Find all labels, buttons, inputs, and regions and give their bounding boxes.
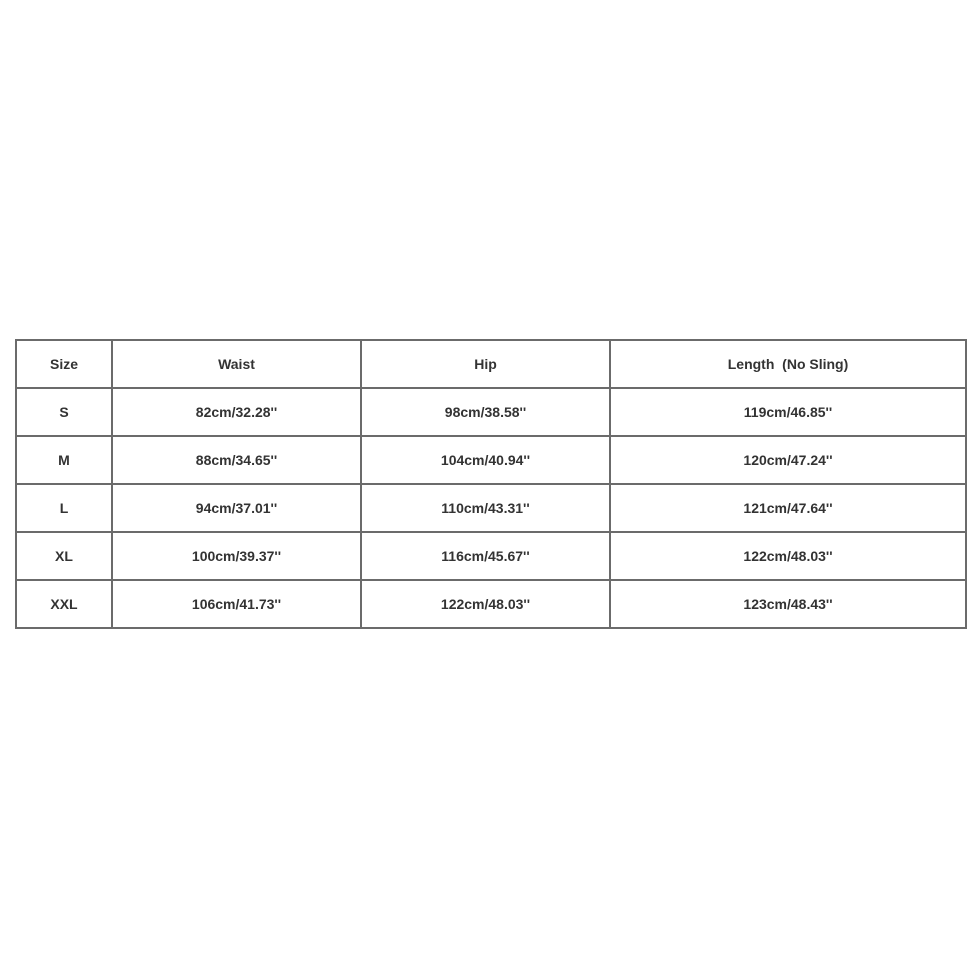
cell-waist: 94cm/37.01'': [112, 484, 361, 532]
cell-waist: 106cm/41.73'': [112, 580, 361, 628]
cell-hip: 116cm/45.67'': [361, 532, 610, 580]
header-size: Size: [16, 340, 112, 388]
cell-hip: 110cm/43.31'': [361, 484, 610, 532]
header-hip: Hip: [361, 340, 610, 388]
cell-length: 119cm/46.85'': [610, 388, 966, 436]
cell-length: 123cm/48.43'': [610, 580, 966, 628]
cell-size: L: [16, 484, 112, 532]
cell-size: XXL: [16, 580, 112, 628]
cell-hip: 98cm/38.58'': [361, 388, 610, 436]
table-row: [16, 436, 966, 484]
size-chart-table: [15, 339, 967, 629]
cell-hip: 104cm/40.94'': [361, 436, 610, 484]
cell-waist: 88cm/34.65'': [112, 436, 361, 484]
table-row: [16, 580, 966, 628]
table-row: [16, 484, 966, 532]
cell-size: XL: [16, 532, 112, 580]
table-header-row: [16, 340, 966, 388]
cell-size: S: [16, 388, 112, 436]
cell-length: 122cm/48.03'': [610, 532, 966, 580]
cell-waist: 100cm/39.37'': [112, 532, 361, 580]
cell-hip: 122cm/48.03'': [361, 580, 610, 628]
table-row: [16, 388, 966, 436]
cell-length: 120cm/47.24'': [610, 436, 966, 484]
header-waist: Waist: [112, 340, 361, 388]
table-row: [16, 532, 966, 580]
cell-waist: 82cm/32.28'': [112, 388, 361, 436]
cell-length: 121cm/47.64'': [610, 484, 966, 532]
header-length: Length (No Sling): [610, 340, 966, 388]
cell-size: M: [16, 436, 112, 484]
